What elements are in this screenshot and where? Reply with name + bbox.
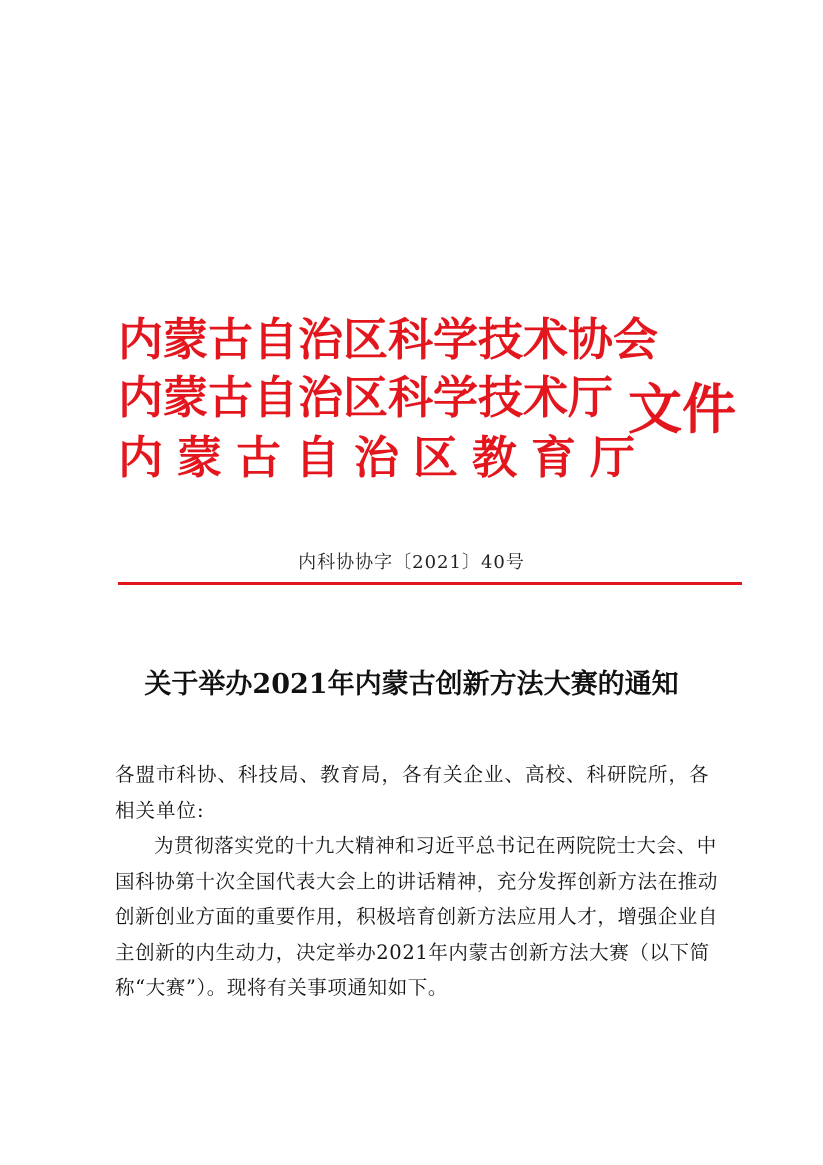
document-label: 文件 — [628, 378, 736, 441]
issuer-name-3: 内蒙古自治区教育厅 — [118, 431, 650, 484]
document-number: 内科协协字〔2021〕40号 — [298, 552, 525, 573]
issuer-name-1: 内蒙古自治区科学技术协会 — [118, 313, 659, 366]
notice-title: 关于举办2021年内蒙古创新方法大赛的通知 — [144, 669, 679, 700]
body-paragraph-1: 为贯彻落实党的十九大精神和习近平总书记在两院院士大会、中国科协第十次全国代表大会上的讲话精神，充分发挥创新方法在推动创新创业方面的重要作用，积极培育创新方法应用人才，增强企业自主创新的内生动力，决定举办2021年内蒙古创新方法大赛（以下简称“大赛”）。现将有关事项通知如下。 — [115, 834, 719, 999]
red-divider-line — [118, 582, 742, 585]
red-letterhead — [118, 312, 758, 502]
issuer-name-2: 内蒙古自治区科学技术厅 — [118, 371, 614, 424]
salutation: 各盟市科协、科技局、教育局，各有关企业、高校、科研院所，各相关单位: — [115, 763, 710, 822]
notice-body — [115, 757, 727, 1006]
